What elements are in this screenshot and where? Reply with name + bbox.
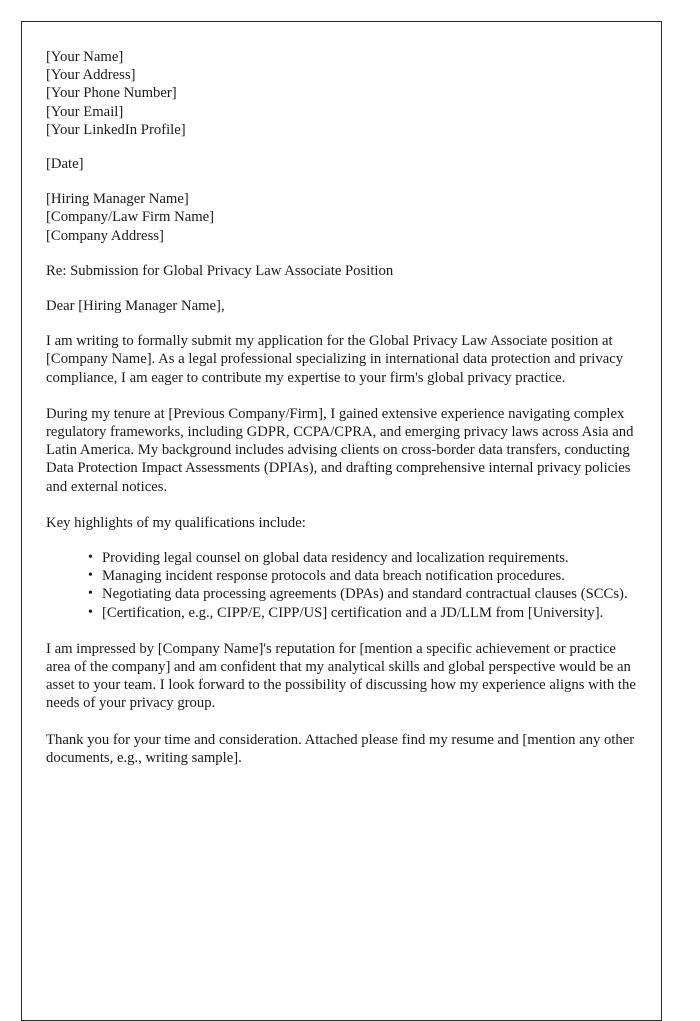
- spacer: [46, 532, 639, 549]
- paragraph-closing: I am impressed by [Company Name]'s reputation for [mention a specific achievement or practice area of the company] and am confident that my analytical skills and global perspective would be an asset to your team. I look forward to the possibility of discussing how my experience aligns with the needs of your privacy group.: [46, 640, 636, 712]
- recipient-company-name: [Company/Law Firm Name]: [46, 209, 215, 226]
- list-item: • [Certification, e.g., CIPP/E, CIPP/US] certification and a JD/LLM from [University].: [88, 604, 639, 622]
- sender-address: [Your Address]: [46, 67, 136, 84]
- spacer: [46, 280, 639, 297]
- recipient-address: [Company Address]: [46, 227, 164, 244]
- paragraph-experience: During my tenure at [Previous Company/Firm], I gained extensive experience navigating complex regulatory frameworks, including GDPR, CCPA/CPRA, and emerging privacy laws across Asia and Latin America. My background includes advising clients on cross-border data transfers, conducting Data Protection Impact Assessments (DPIAs), and drafting comprehensive internal privacy policies and external notices.: [46, 405, 634, 495]
- sender-address-block: [46, 48, 639, 139]
- spacer: [46, 245, 639, 262]
- subject-line: Re: Submission for Global Privacy Law Associate Position: [46, 262, 394, 279]
- highlights-lead-in: Key highlights of my qualifications include:: [46, 514, 306, 531]
- list-item: • Negotiating data processing agreements (DPAs) and standard contractual clauses (SCCs).: [88, 585, 639, 603]
- document-page: [21, 21, 662, 1021]
- sender-phone: [Your Phone Number]: [46, 85, 177, 102]
- recipient-address-block: [46, 190, 639, 245]
- salutation: Dear [Hiring Manager Name],: [46, 298, 225, 315]
- paragraph-intro: I am writing to formally submit my application for the Global Privacy Law Associate position at [Company Name]. As a legal professional specializing in international data protection and privacy compliance, I am eager to contribute my expertise to your firm's global privacy practice.: [46, 333, 624, 386]
- list-item: • Managing incident response protocols and data breach notification procedures.: [88, 567, 639, 585]
- spacer: [46, 713, 639, 731]
- spacer: [46, 622, 639, 640]
- spacer: [46, 496, 639, 514]
- spacer: [46, 387, 639, 405]
- spacer: [46, 173, 639, 190]
- qualifications-list: [46, 549, 639, 622]
- paragraph-thanks: Thank you for your time and consideration. Attached please find my resume and [mention any other documents, e.g., writing sample].: [46, 731, 635, 766]
- date-line: [Date]: [46, 156, 84, 173]
- sender-linkedin: [Your LinkedIn Profile]: [46, 121, 186, 138]
- sender-email: [Your Email]: [46, 103, 124, 120]
- list-item: • Providing legal counsel on global data residency and localization requirements.: [88, 549, 639, 567]
- sender-name: [Your Name]: [46, 49, 124, 65]
- letter-body: [22, 22, 661, 767]
- spacer: [46, 139, 639, 155]
- spacer: [46, 315, 639, 332]
- recipient-manager-name: [Hiring Manager Name]: [46, 191, 189, 208]
